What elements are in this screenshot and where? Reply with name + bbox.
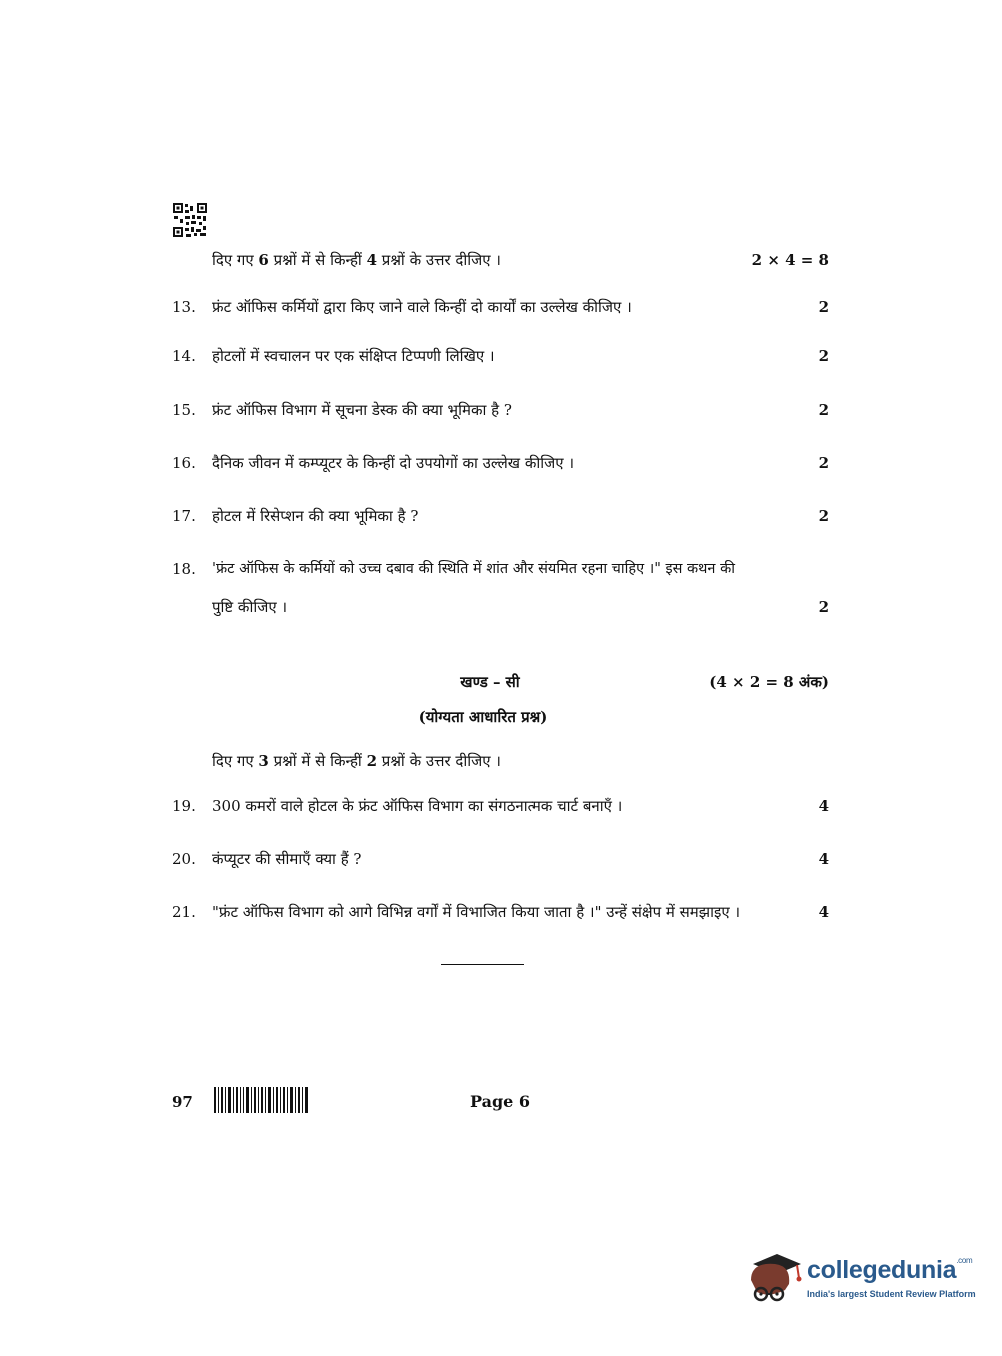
question-marks: 4 (818, 850, 829, 868)
question-marks: 2 (818, 347, 829, 365)
section-title: खण्ड – सी (460, 673, 520, 691)
instructions-section-b: दिए गए 6 प्रश्नों में से किन्हीं 4 प्रश्नों के उत्तर दीजिए । (212, 251, 501, 269)
question-marks: 4 (818, 797, 829, 815)
barcode-icon (214, 1087, 308, 1113)
question-text: फ्रंट ऑफिस विभाग में सूचना डेस्क की क्या भूमिका है ? (212, 401, 512, 419)
question-text: कंप्यूटर की सीमाएँ क्या हैं ? (212, 850, 362, 868)
question-marks: 2 (818, 507, 829, 525)
question-number: 19. (172, 797, 196, 815)
instructions-section-c: दिए गए 3 प्रश्नों में से किन्हीं 2 प्रश्नों के उत्तर दीजिए । (212, 752, 501, 770)
collegedunia-logo (745, 1250, 975, 1312)
question-text: "फ्रंट ऑफिस विभाग को आगे विभिन्न वर्गों में विभाजित किया जाता है ।" उन्हें संक्षेप में समझाइए । (212, 903, 741, 921)
question-text: फ्रंट ऑफिस कर्मियों द्वारा किए जाने वाले किन्हीं दो कार्यों का उल्लेख कीजिए । (212, 298, 632, 316)
question-marks: 2 (818, 401, 829, 419)
question-number: 15. (172, 401, 196, 419)
question-number: 17. (172, 507, 196, 525)
paper-code: 97 (172, 1093, 193, 1111)
section-marks: (4 × 2 = 8 अंक) (709, 673, 829, 691)
question-marks: 2 (818, 598, 829, 616)
question-text: होटल में रिसेप्शन की क्या भूमिका है ? (212, 507, 419, 525)
question-marks: 2 (818, 454, 829, 472)
logo-tagline: India's largest Student Review Platform (807, 1289, 976, 1299)
qr-code-icon (172, 202, 208, 238)
question-number: 20. (172, 850, 196, 868)
question-text: दैनिक जीवन में कम्प्यूटर के किन्हीं दो उपयोगों का उल्लेख कीजिए । (212, 454, 575, 472)
question-number: 14. (172, 347, 196, 365)
page-number: Page 6 (469, 1092, 531, 1111)
question-text-continued: पुष्टि कीजिए । (212, 598, 288, 616)
question-marks: 4 (818, 903, 829, 921)
question-number: 18. (172, 560, 196, 578)
section-subtitle: (योग्यता आधारित प्रश्न) (418, 708, 548, 726)
question-marks: 2 (818, 298, 829, 316)
mascot-icon (745, 1250, 805, 1310)
end-divider (441, 964, 524, 965)
question-text: 300 कमरों वाले होटल के फ्रंट ऑफिस विभाग का संगठनात्मक चार्ट बनाएँ । (212, 797, 623, 815)
question-text: 'फ्रंट ऑफिस के कर्मियों को उच्च दबाव की स्थिति में शांत और संयमित रहना चाहिए ।" इस कथन की (212, 561, 735, 577)
question-number: 21. (172, 903, 196, 921)
marks-summary: 2 × 4 = 8 (751, 251, 829, 269)
question-number: 13. (172, 298, 196, 316)
logo-wordmark: collegedunia$^{.com}$ (807, 1256, 973, 1284)
question-text: होटलों में स्वचालन पर एक संक्षिप्त टिप्पणी लिखिए । (212, 347, 495, 365)
question-number: 16. (172, 454, 196, 472)
